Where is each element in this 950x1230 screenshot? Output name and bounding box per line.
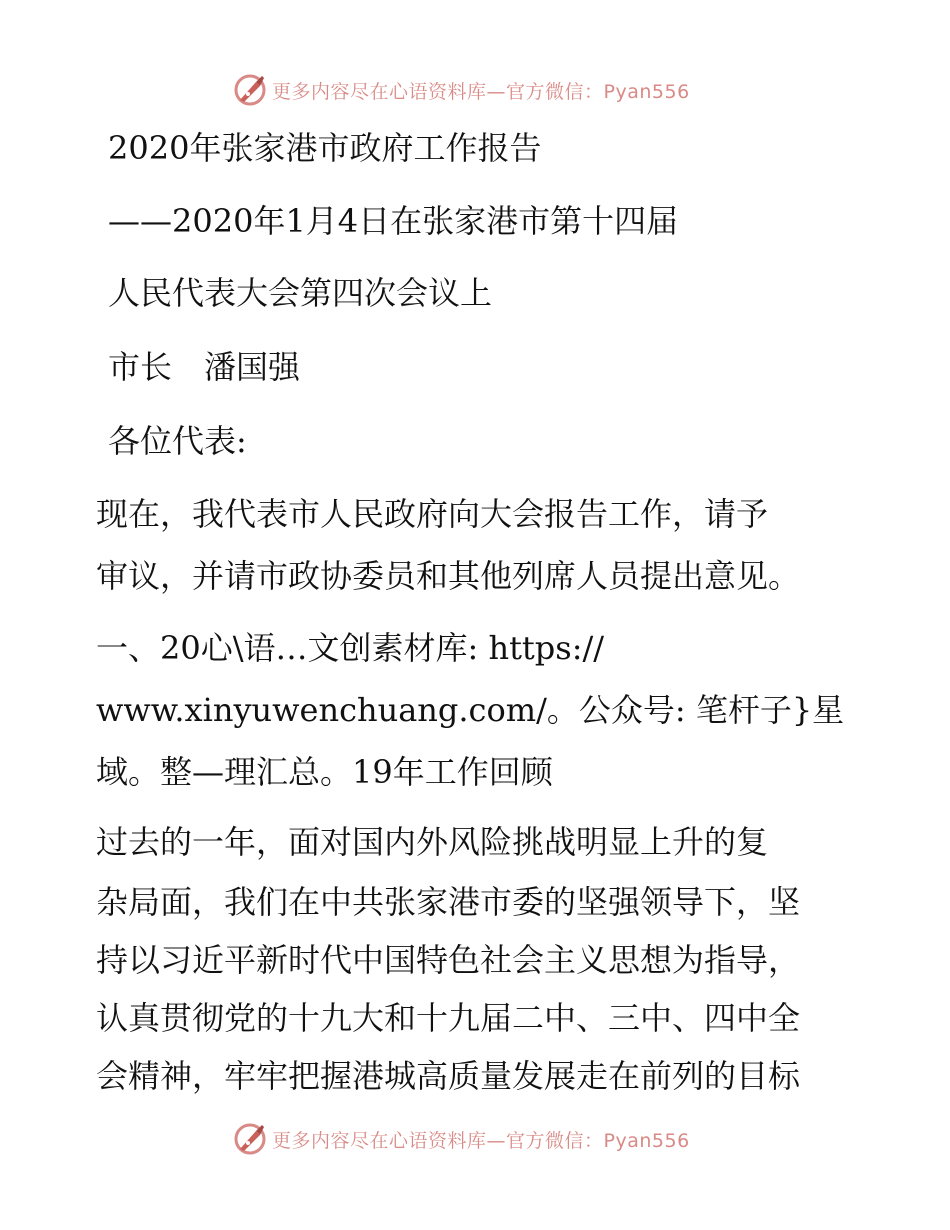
pen-nib-seal-icon	[232, 1121, 268, 1157]
body-line-1: 过去的一年，面对国内外风险挑战明显上升的复	[96, 823, 769, 861]
body-line-5: 会精神，牢牢把握港城高质量发展走在前列的目标	[96, 1057, 801, 1095]
section-1-line-2: www.xinyuwenchuang.com/。公众号: 笔杆子}星	[96, 691, 845, 729]
body-line-4: 认真贯彻党的十九大和十九届二中、三中、四中全	[96, 999, 801, 1037]
watermark-text: 更多内容尽在心语资料库—官方微信：Pyan556	[272, 80, 690, 103]
salutation: 各位代表:	[108, 422, 247, 460]
body-line-3: 持以习近平新时代中国特色社会主义思想为指导，	[96, 941, 801, 979]
section-1-line-3: 域。整—理汇总。19年工作回顾	[96, 753, 553, 791]
watermark-text: 更多内容尽在心语资料库—官方微信：Pyan556	[272, 1129, 690, 1152]
intro-line-1: 现在，我代表市人民政府向大会报告工作，请予	[96, 495, 769, 533]
intro-line-2: 审议，并请市政协委员和其他列席人员提出意见。	[96, 557, 801, 595]
document-title: 2020年张家港市政府工作报告	[108, 129, 542, 167]
header-watermark	[232, 70, 732, 110]
body-line-2: 杂局面，我们在中共张家港市委的坚强领导下，坚	[96, 883, 801, 921]
subtitle-line-2: 人民代表大会第四次会议上	[108, 274, 493, 312]
subtitle-line-1: ——2020年1月4日在张家港市第十四届	[108, 202, 679, 240]
footer-watermark	[232, 1119, 732, 1159]
pen-nib-seal-icon	[232, 72, 268, 108]
section-1-line-1: 一、20心\语…文创素材库: https://	[96, 629, 605, 667]
speaker-line: 市长 潘国强	[108, 348, 301, 386]
